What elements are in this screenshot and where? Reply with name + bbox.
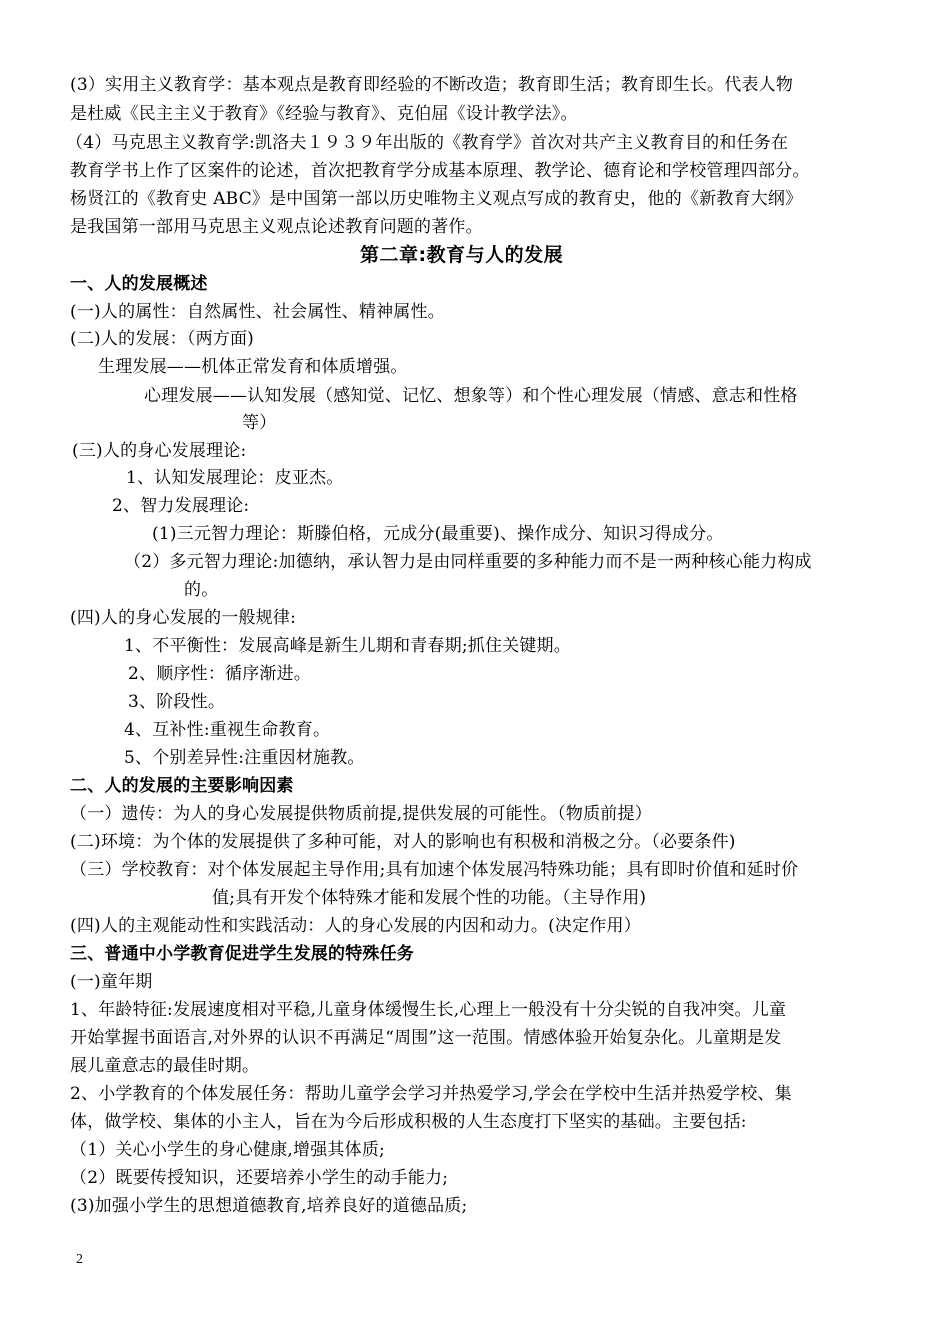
law-individual-differences: 5、个别差异性:注重因材施教。 xyxy=(124,748,365,768)
paragraph-marxist-line1: （4）马克思主义教育学:凯洛夫１９３９年出版的《教育学》首次对共产主义教育目的和任务在 xyxy=(66,133,789,153)
age-features-line3: 展儿童意志的最佳时期。 xyxy=(70,1056,260,1076)
physiological-development: 生理发展——机体正常发育和体质增强。 xyxy=(98,357,408,377)
development-laws-heading: (四)人的身心发展的一般规律: xyxy=(70,608,296,628)
factor-school-line1: （三）学校教育：对个体发展起主导作用;具有加速个体发展冯特殊功能；具有即时价值和延时价 xyxy=(70,860,799,880)
multiple-intelligence-line2: 的。 xyxy=(184,580,219,600)
section-heading-overview: 一、人的发展概述 xyxy=(70,274,208,294)
task-item-2: （2）既要传授知识，还要培养小学生的动手能力; xyxy=(70,1168,449,1188)
law-complementarity: 4、互补性:重视生命教育。 xyxy=(124,720,331,740)
factor-initiative: (四)人的主观能动性和实践活动：人的身心发展的内因和动力。(决定作用） xyxy=(70,916,641,936)
factor-school-line2: 值;具有开发个体特殊才能和发展个性的功能。（主导作用) xyxy=(212,888,647,908)
task-item-1: （1）关心小学生的身心健康,增强其体质; xyxy=(70,1140,385,1160)
psychological-development-line1: 心理发展——认知发展（感知觉、记忆、想象等）和个性心理发展（情感、意志和性格 xyxy=(144,386,798,406)
primary-tasks-line1: 2、小学教育的个体发展任务：帮助儿童学会学习并热爱学习,学会在学校中生活并热爱学校、集 xyxy=(70,1084,792,1104)
paragraph-pragmatism-line1: (3）实用主义教育学：基本观点是教育即经验的不断改造；教育即生活；教育即生长。代表人物 xyxy=(70,75,794,95)
multiple-intelligence-line1: （2）多元智力理论:加德纳，承认智力是由同样重要的多种能力而不是一两种核心能力构成 xyxy=(124,552,812,572)
page-number: 2 xyxy=(76,1252,83,1267)
paragraph-pragmatism-line2: 是杜威《民主主义于教育》《经验与教育》、克伯屈《设计教学法》。 xyxy=(70,104,578,124)
law-imbalance: 1、不平衡性：发展高峰是新生儿期和青春期;抓住关键期。 xyxy=(124,636,571,656)
development-theory-heading: (三)人的身心发展理论: xyxy=(72,441,247,461)
age-features-line2: 开始掌握书面语言,对外界的认识不再满足“周围”这一范围。情感体验开始复杂化。儿童期是发 xyxy=(70,1028,782,1048)
primary-tasks-line2: 体，做学校、集体的小主人，旨在为今后形成积极的人生态度打下坚实的基础。主要包括: xyxy=(70,1112,747,1132)
law-stages: 3、阶段性。 xyxy=(128,692,226,712)
chapter-title: 第二章:教育与人的发展 xyxy=(360,244,564,266)
psychological-development-line2: 等） xyxy=(242,413,277,433)
factor-heredity: （一）遗传：为人的身心发展提供物质前提,提供发展的可能性。（物质前提） xyxy=(70,804,652,824)
childhood-heading: (一)童年期 xyxy=(70,972,153,992)
cognitive-theory: 1、认知发展理论：皮亚杰。 xyxy=(126,468,344,488)
triarchic-theory: (1)三元智力理论：斯滕伯格，元成分(最重要)、操作成分、知识习得成分。 xyxy=(152,524,724,544)
law-sequence: 2、顺序性：循序渐进。 xyxy=(128,664,312,684)
human-attributes: (一)人的属性：自然属性、社会属性、精神属性。 xyxy=(70,302,445,322)
paragraph-marxist-line3: 杨贤江的《教育史 ABC》是中国第一部以历史唯物主义观点写成的教育史，他的《新教育大纲》 xyxy=(70,189,803,209)
age-features-line1: 1、年龄特征:发展速度相对平稳,儿童身体缓慢生长,心理上一般没有十分尖锐的自我冲突。儿童 xyxy=(70,1000,787,1020)
factor-environment: (二)环境：为个体的发展提供了多种可能，对人的影响也有积极和消极之分。（必要条件) xyxy=(70,832,736,852)
intelligence-theory: 2、智力发展理论: xyxy=(112,496,250,516)
human-development: (二)人的发展：（两方面) xyxy=(70,329,254,349)
section-heading-tasks: 三、普通中小学教育促进学生发展的特殊任务 xyxy=(70,944,414,964)
paragraph-marxist-line4: 是我国第一部用马克思主义观点论述教育问题的著作。 xyxy=(70,217,483,237)
section-heading-factors: 二、人的发展的主要影响因素 xyxy=(70,776,294,796)
paragraph-marxist-line2: 教育学书上作了区案件的论述，首次把教育学分成基本原理、教学论、德育论和学校管理四部分。 xyxy=(70,161,810,181)
task-item-3: (3)加强小学生的思想道德教育,培养良好的道德品质; xyxy=(70,1196,468,1216)
